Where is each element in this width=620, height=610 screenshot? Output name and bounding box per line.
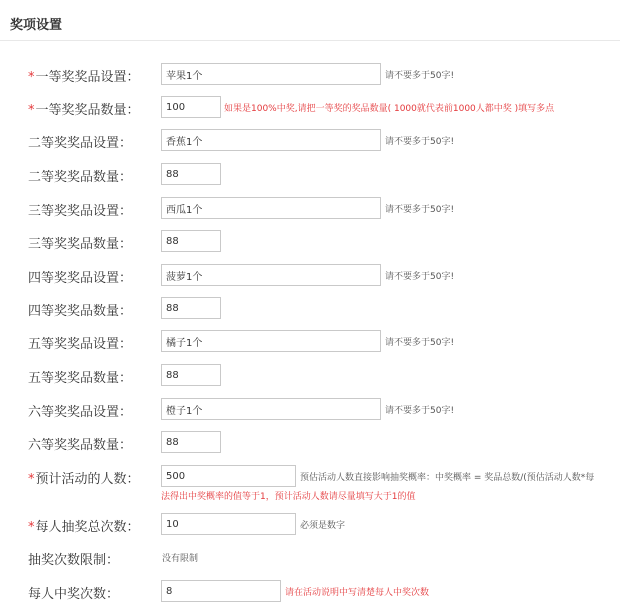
field-label: 六等奖奖品设置： xyxy=(28,405,133,420)
field-label: 抽奖次数限制： xyxy=(28,553,120,568)
draw-limit-value: 没有限制 xyxy=(162,554,199,564)
prize6-name-input[interactable] xyxy=(161,398,381,420)
field-hint: 请不要多于50字! xyxy=(385,205,455,215)
form-row-prize4-count xyxy=(0,297,620,321)
field-hint: 请不要多于50字! xyxy=(385,71,455,81)
form-row-prize5-count xyxy=(0,364,620,388)
required-mark: * xyxy=(28,103,35,118)
participants-input[interactable] xyxy=(161,465,296,487)
prize3-count-input[interactable] xyxy=(161,230,221,252)
draw-count-input[interactable] xyxy=(161,513,296,535)
form-row-prize5-name xyxy=(0,330,620,354)
prize4-name-input[interactable] xyxy=(161,264,381,286)
prize2-name-input[interactable] xyxy=(161,129,381,151)
prize1-count-input[interactable] xyxy=(161,96,221,118)
field-hint: 请不要多于50字! xyxy=(385,338,455,348)
form-row-prize2-name xyxy=(0,129,620,153)
section-divider xyxy=(0,40,620,41)
form-row-win-count xyxy=(0,580,620,604)
form-row-draw-limit xyxy=(0,546,620,570)
required-mark: * xyxy=(28,70,35,85)
form-row-prize3-count xyxy=(0,230,620,254)
form-row-prize3-name xyxy=(0,197,620,221)
required-mark: * xyxy=(28,472,35,487)
field-label: 四等奖奖品设置： xyxy=(28,271,133,286)
probability-hint-continued: 法得出中奖概率的值等于1，预计活动人数请尽量填写大于1的值 xyxy=(161,492,416,502)
field-label: 二等奖奖品数量： xyxy=(28,170,133,185)
field-hint: 请在活动说明中写清楚每人中奖次数 xyxy=(285,588,430,598)
field-hint: 请不要多于50字! xyxy=(385,272,455,282)
field-label: 三等奖奖品数量： xyxy=(28,237,133,252)
prize5-count-input[interactable] xyxy=(161,364,221,386)
field-label: 每人中奖次数： xyxy=(28,587,120,602)
form-row-prize1-name xyxy=(0,63,620,87)
form-row-prize6-count xyxy=(0,431,620,455)
field-label: *一等奖奖品设置： xyxy=(28,70,140,85)
prize1-name-input[interactable] xyxy=(161,63,381,85)
form-row-prize4-name xyxy=(0,264,620,288)
prize2-count-input[interactable] xyxy=(161,163,221,185)
prize4-count-input[interactable] xyxy=(161,297,221,319)
section-title: 奖项设置 xyxy=(10,18,63,33)
form-row-prize2-count xyxy=(0,163,620,187)
field-label: 四等奖奖品数量： xyxy=(28,304,133,319)
field-label: 五等奖奖品数量： xyxy=(28,371,133,386)
field-hint: 请不要多于50字! xyxy=(385,137,455,147)
field-label: 三等奖奖品设置： xyxy=(28,204,133,219)
field-label: *每人抽奖总次数： xyxy=(28,520,140,535)
form-row-participants xyxy=(0,465,620,505)
form-row-prize1-count xyxy=(0,96,620,120)
required-mark: * xyxy=(28,520,35,535)
field-label: 二等奖奖品设置： xyxy=(28,136,133,151)
field-hint: 必须是数字 xyxy=(300,521,346,531)
field-hint: 请不要多于50字! xyxy=(385,406,455,416)
prize3-name-input[interactable] xyxy=(161,197,381,219)
field-hint: 如果是100%中奖,请把一等奖的奖品数量( 1000就代表前1000人都中奖 )填写多点 xyxy=(224,104,555,114)
field-label: *预计活动的人数： xyxy=(28,472,140,487)
win-count-input[interactable] xyxy=(161,580,281,602)
field-label: *一等奖奖品数量： xyxy=(28,103,140,118)
prize6-count-input[interactable] xyxy=(161,431,221,453)
field-label: 五等奖奖品设置： xyxy=(28,337,133,352)
probability-hint: 预估活动人数直接影响抽奖概率：中奖概率 = 奖品总数/(预估活动人数*每 xyxy=(300,473,595,483)
form-row-prize6-name xyxy=(0,398,620,422)
field-label: 六等奖奖品数量： xyxy=(28,438,133,453)
form-row-draw-count xyxy=(0,513,620,537)
prize5-name-input[interactable] xyxy=(161,330,381,352)
